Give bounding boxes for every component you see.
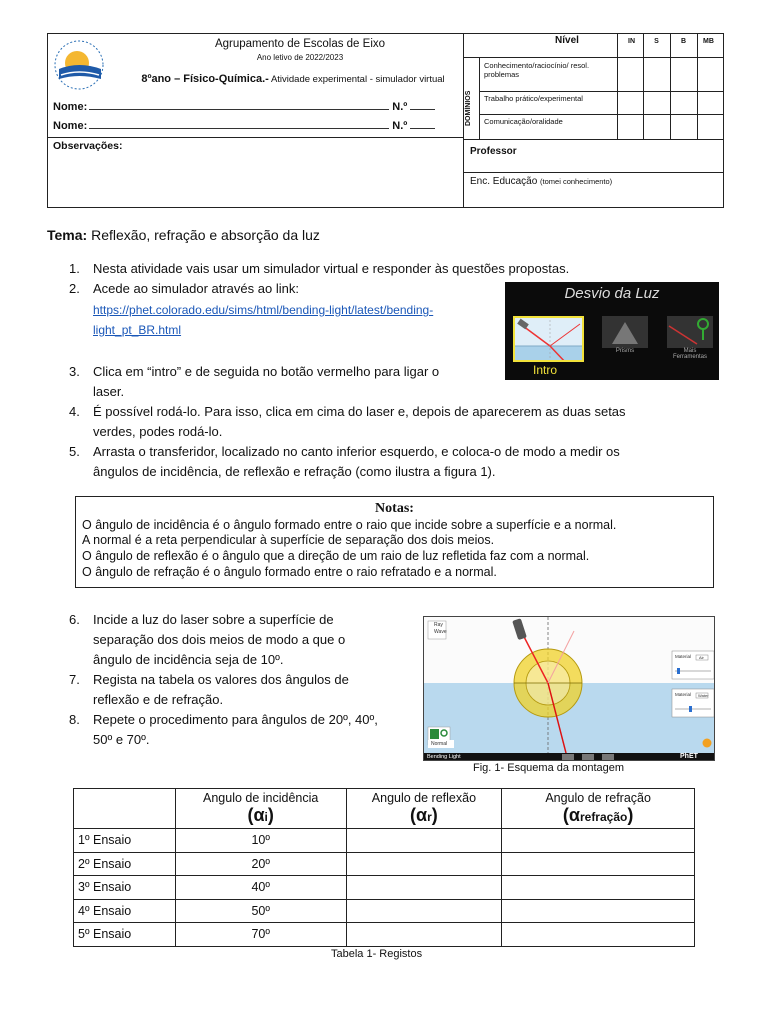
header-divider: [463, 172, 724, 173]
simulator-title: Desvio da Luz: [564, 285, 660, 302]
material-bottom-value[interactable]: Water: [698, 693, 709, 698]
theme-heading: Tema: Reflexão, refração e absorção da luz: [47, 227, 320, 243]
table-header-empty: [74, 789, 176, 829]
domain-communication: Comunicação/oralidade: [484, 117, 563, 126]
table-row: [74, 876, 695, 900]
table-header-reflection: Angulo de reflexão (αr): [346, 789, 502, 829]
ray-option[interactable]: Ray: [434, 622, 443, 628]
level-mb: MB: [703, 38, 714, 45]
simulator-link-continued[interactable]: light_pt_BR.html: [93, 323, 182, 337]
note-normal: A normal é a reta perpendicular à superfície de separação dos dois meios.: [82, 533, 495, 547]
wave-option[interactable]: Wave: [434, 629, 447, 635]
note-incidence: O ângulo de incidência é o ângulo formado entre o raio que incide sobre a superfície e a normal.: [82, 518, 617, 532]
reflection-cell[interactable]: [346, 876, 502, 900]
dominios-label: DOMÍNIOS: [465, 90, 472, 126]
table-header-refraction: Angulo de refração (αrefração): [502, 789, 695, 829]
step-1: 1. Nesta atividade vais usar um simulador virtual e responder às questões propostas.: [69, 261, 570, 276]
name-field-1[interactable]: Nome: N.º: [53, 100, 435, 113]
refraction-cell[interactable]: [502, 899, 695, 923]
material-bottom-label: Material: [675, 692, 692, 697]
refraction-cell[interactable]: [502, 829, 695, 853]
refraction-cell[interactable]: [502, 876, 695, 900]
notes-title: Notas:: [375, 501, 414, 516]
more-tools-label: Mais Ferramentas: [672, 348, 707, 360]
material-top-value[interactable]: Air: [699, 655, 704, 660]
simulator-link[interactable]: https://phet.colorado.edu/sims/html/bending-light/latest/bending-: [93, 303, 434, 317]
domain-knowledge: Conhecimento/raciocínio/ resol. problemas: [484, 61, 590, 79]
table-header-row: [74, 789, 695, 829]
table-header-incidence: Angulo de incidência (αi): [175, 789, 346, 829]
domain-practical: Trabalho prático/experimental: [484, 94, 583, 103]
normal-checkbox[interactable]: Normal: [431, 741, 448, 747]
table-row: [74, 899, 695, 923]
note-reflection: O ângulo de reflexão é o ângulo que a direção de um raio de luz refletida faz com a normal.: [82, 549, 590, 563]
prism-icon: [602, 316, 648, 348]
intro-preview-icon: [515, 318, 584, 362]
more-tools-icon: [667, 316, 713, 348]
sim-name-label: Bending Light: [427, 754, 461, 760]
header-divider: [47, 137, 464, 138]
records-table: [73, 788, 695, 947]
incidence-value: 70º: [175, 923, 346, 947]
intro-thumbnail[interactable]: [513, 316, 584, 362]
incidence-value: 20º: [175, 852, 346, 876]
enc-educacao-label: Enc. Educação (tomei conhecimento): [470, 176, 613, 187]
prisms-thumbnail[interactable]: [602, 316, 648, 348]
simulator-screenshot: [505, 282, 719, 380]
step-6: 6. Incide a luz do laser sobre a superfície de separação dos dois meios de modo a que o ângulo de incidência seja de 10º.: [69, 612, 346, 667]
incidence-value: 40º: [175, 876, 346, 900]
school-logo-icon: [53, 39, 105, 91]
refraction-cell[interactable]: [502, 852, 695, 876]
step-7: 7. Regista na tabela os valores dos ângulos de reflexão e de refração.: [69, 672, 349, 707]
table-row: [74, 852, 695, 876]
table-row: [74, 829, 695, 853]
name-field-2[interactable]: Nome: N.º: [53, 119, 435, 132]
level-in: IN: [628, 38, 635, 45]
more-tools-thumbnail[interactable]: [667, 316, 713, 348]
school-name: Agrupamento de Escolas de Eixo: [214, 38, 386, 50]
figure-caption: Fig. 1- Esquema da montagem: [473, 762, 625, 774]
table-row: [74, 923, 695, 947]
level-b: B: [680, 38, 687, 45]
refraction-cell[interactable]: [502, 923, 695, 947]
nivel-label: Nível: [555, 35, 579, 46]
material-top-label: Material: [675, 654, 692, 659]
note-refraction: O ângulo de refração é o ângulo formado entre o raio refratado e a normal.: [82, 565, 497, 579]
row-label: 4º Ensaio: [74, 899, 176, 923]
level-s: S: [654, 38, 659, 45]
reflection-cell[interactable]: [346, 923, 502, 947]
row-label: 2º Ensaio: [74, 852, 176, 876]
incidence-value: 10º: [175, 829, 346, 853]
prisms-label: Prisms: [615, 348, 635, 354]
step-4: 4. É possível rodá-lo. Para isso, clica em cima do laser e, depois de aparecerem as duas setas verdes, podes rodá-lo.: [69, 404, 626, 439]
step-8: 8. Repete o procedimento para ângulos de 20º, 40º, 50º e 70º.: [69, 712, 378, 747]
step-5: 5. Arrasta o transferidor, localizado no canto inferior esquerdo, e coloca-o de modo a medir os ângulos de incidência, de reflexão e refração (como ilustra a figura 1).: [69, 444, 620, 479]
incidence-value: 50º: [175, 899, 346, 923]
school-year: Ano letivo de 2022/2023: [256, 53, 344, 62]
reflection-cell[interactable]: [346, 899, 502, 923]
professor-label: Professor: [470, 146, 517, 157]
bending-light-scene: [424, 617, 715, 761]
subject-title: 8ºano – Físico-Química.- Atividade experimental - simulador virtual: [141, 73, 445, 85]
step-2: 2. Acede ao simulador através ao link:: [69, 281, 299, 296]
intro-label: Intro: [533, 363, 558, 377]
table-caption: Tabela 1- Registos: [331, 948, 423, 960]
setup-figure: [423, 616, 715, 761]
row-label: 3º Ensaio: [74, 876, 176, 900]
row-label: 5º Ensaio: [74, 923, 176, 947]
reflection-cell[interactable]: [346, 829, 502, 853]
phet-logo: PhET: [680, 753, 698, 760]
step-3: 3. Clica em “intro” e de seguida no botão vermelho para ligar o laser.: [69, 364, 440, 399]
reflection-cell[interactable]: [346, 852, 502, 876]
observations-label: Observações:: [53, 140, 123, 152]
row-label: 1º Ensaio: [74, 829, 176, 853]
